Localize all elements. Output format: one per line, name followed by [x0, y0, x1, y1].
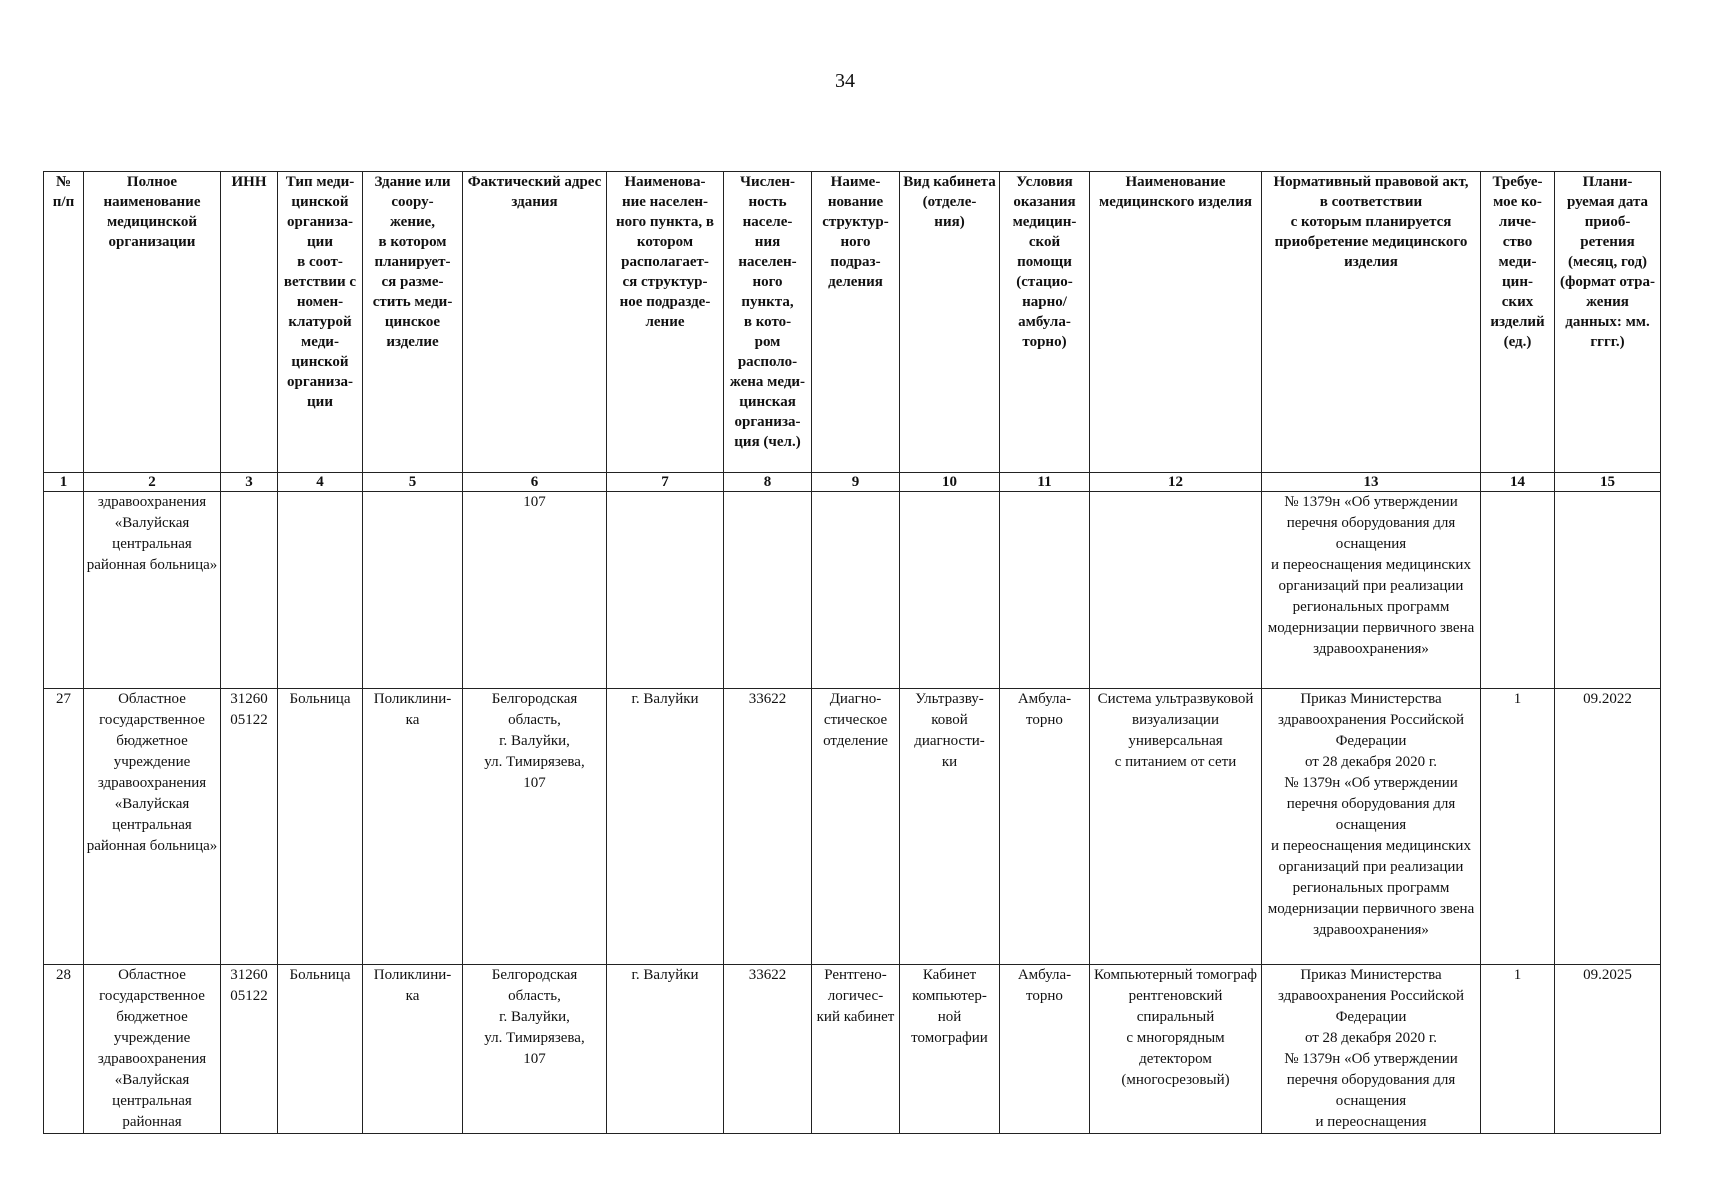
table-cell [607, 492, 724, 689]
column-number: 5 [363, 473, 463, 492]
table-cell: 28 [44, 965, 84, 1134]
column-number: 12 [1090, 473, 1262, 492]
table-cell: 09.2025 [1555, 965, 1661, 1134]
column-header: Плани- руемая дата приоб- ретения (месяц, год) (формат отра- жения данных: мм. гггг.) [1555, 172, 1661, 473]
column-header: ИНН [221, 172, 278, 473]
table-cell: 1 [1481, 965, 1555, 1134]
column-number: 14 [1481, 473, 1555, 492]
table-cell [1555, 492, 1661, 689]
column-number: 6 [463, 473, 607, 492]
column-header: Здание или соору- жение, в котором планирует- ся разме- стить меди- цинское изделие [363, 172, 463, 473]
table-cell: Приказ Министерства здравоохранения Российской Федерации от 28 декабря 2020 г. № 1379н «Об утверждении перечня оборудования для оснащения и переоснащения [1262, 965, 1481, 1134]
table-cell: Поликлини- ка [363, 965, 463, 1134]
table-cell [1481, 492, 1555, 689]
table-cell: 27 [44, 689, 84, 965]
table-cell: Больница [278, 689, 363, 965]
table-cell: Диагно- стическое отделение [812, 689, 900, 965]
column-number: 10 [900, 473, 1000, 492]
table-cell [44, 492, 84, 689]
column-header: Наименова- ние населен- ного пункта, в котором располагает- ся структур- ное подразде- ление [607, 172, 724, 473]
column-number: 15 [1555, 473, 1661, 492]
table-cell [812, 492, 900, 689]
table-cell: 107 [463, 492, 607, 689]
table-cell [900, 492, 1000, 689]
table-cell: № 1379н «Об утверждении перечня оборудования для оснащения и переоснащения медицинских организаций при реализации региональных программ модернизации первичного звена здравоохранения» [1262, 492, 1481, 689]
table-cell: Областное государственное бюджетное учреждение здравоохранения «Валуйская центральная районная больница» [84, 689, 221, 965]
table-cell: здравоохранения «Валуйская центральная районная больница» [84, 492, 221, 689]
table-cell: Амбула- торно [1000, 965, 1090, 1134]
column-header: Условия оказания медицин- ской помощи (стацио- нарно/ амбула- торно) [1000, 172, 1090, 473]
column-header: Тип меди- цинской организа- ции в соот- ветствии с номен- клатурой меди- цинской организа- ции [278, 172, 363, 473]
table-cell: 1 [1481, 689, 1555, 965]
column-header: Полное наименование медицинской организации [84, 172, 221, 473]
column-number: 1 [44, 473, 84, 492]
column-header: Числен- ность населе- ния населен- ного пункта, в кото- ром располо- жена меди- цинская организа- ция (чел.) [724, 172, 812, 473]
table-cell [363, 492, 463, 689]
table-row [44, 492, 1661, 689]
column-number: 3 [221, 473, 278, 492]
table-row [44, 689, 1661, 965]
column-number-row [44, 473, 1661, 492]
table-cell: Рентгено- логичес- кий кабинет [812, 965, 900, 1134]
table-cell: 33622 [724, 965, 812, 1134]
table-cell: Амбула- торно [1000, 689, 1090, 965]
table-cell: г. Валуйки [607, 965, 724, 1134]
column-number: 7 [607, 473, 724, 492]
table-header-row [44, 172, 1661, 473]
table-cell: Ультразву- ковой диагности- ки [900, 689, 1000, 965]
column-header: Вид кабинета (отделе- ния) [900, 172, 1000, 473]
table-cell: 33622 [724, 689, 812, 965]
table-cell: Поликлини- ка [363, 689, 463, 965]
page-number: 34 [835, 70, 855, 92]
table-cell [278, 492, 363, 689]
column-header: Нормативный правовой акт, в соответствии с которым планируется приобретение медицинского изделия [1262, 172, 1481, 473]
table-cell: 09.2022 [1555, 689, 1661, 965]
column-number: 9 [812, 473, 900, 492]
column-number: 11 [1000, 473, 1090, 492]
table-cell: г. Валуйки [607, 689, 724, 965]
table-cell: Областное государственное бюджетное учреждение здравоохранения «Валуйская центральная районная [84, 965, 221, 1134]
column-header: Наименование медицинского изделия [1090, 172, 1262, 473]
column-number: 8 [724, 473, 812, 492]
equipment-table [43, 171, 1661, 1134]
table-cell: Больница [278, 965, 363, 1134]
table-cell: Белгородская область, г. Валуйки, ул. Тимирязева, 107 [463, 965, 607, 1134]
table-cell: Система ультразвуковой визуализации универсальная с питанием от сети [1090, 689, 1262, 965]
table-cell: 31260 05122 [221, 689, 278, 965]
table-cell [724, 492, 812, 689]
column-header: Наиме- нование структур- ного подраз- деления [812, 172, 900, 473]
table-cell: Белгородская область, г. Валуйки, ул. Тимирязева, 107 [463, 689, 607, 965]
table-cell [221, 492, 278, 689]
column-header: Фактический адрес здания [463, 172, 607, 473]
column-header: Требуе- мое ко- личе- ство меди- цин- ских изделий (ед.) [1481, 172, 1555, 473]
table-cell: Кабинет компьютер- ной томографии [900, 965, 1000, 1134]
table-cell: Компьютерный томограф рентгеновский спиральный с многорядным детектором (многосрезовый) [1090, 965, 1262, 1134]
table-cell [1000, 492, 1090, 689]
table-cell: 31260 05122 [221, 965, 278, 1134]
table-cell [1090, 492, 1262, 689]
column-number: 13 [1262, 473, 1481, 492]
table-row [44, 965, 1661, 1134]
column-header: № п/п [44, 172, 84, 473]
table-cell: Приказ Министерства здравоохранения Российской Федерации от 28 декабря 2020 г. № 1379н «Об утверждении перечня оборудования для оснащения и переоснащения медицинских организаций при реализации региональных программ модернизации первичного звена здравоохранения» [1262, 689, 1481, 965]
column-number: 4 [278, 473, 363, 492]
column-number: 2 [84, 473, 221, 492]
